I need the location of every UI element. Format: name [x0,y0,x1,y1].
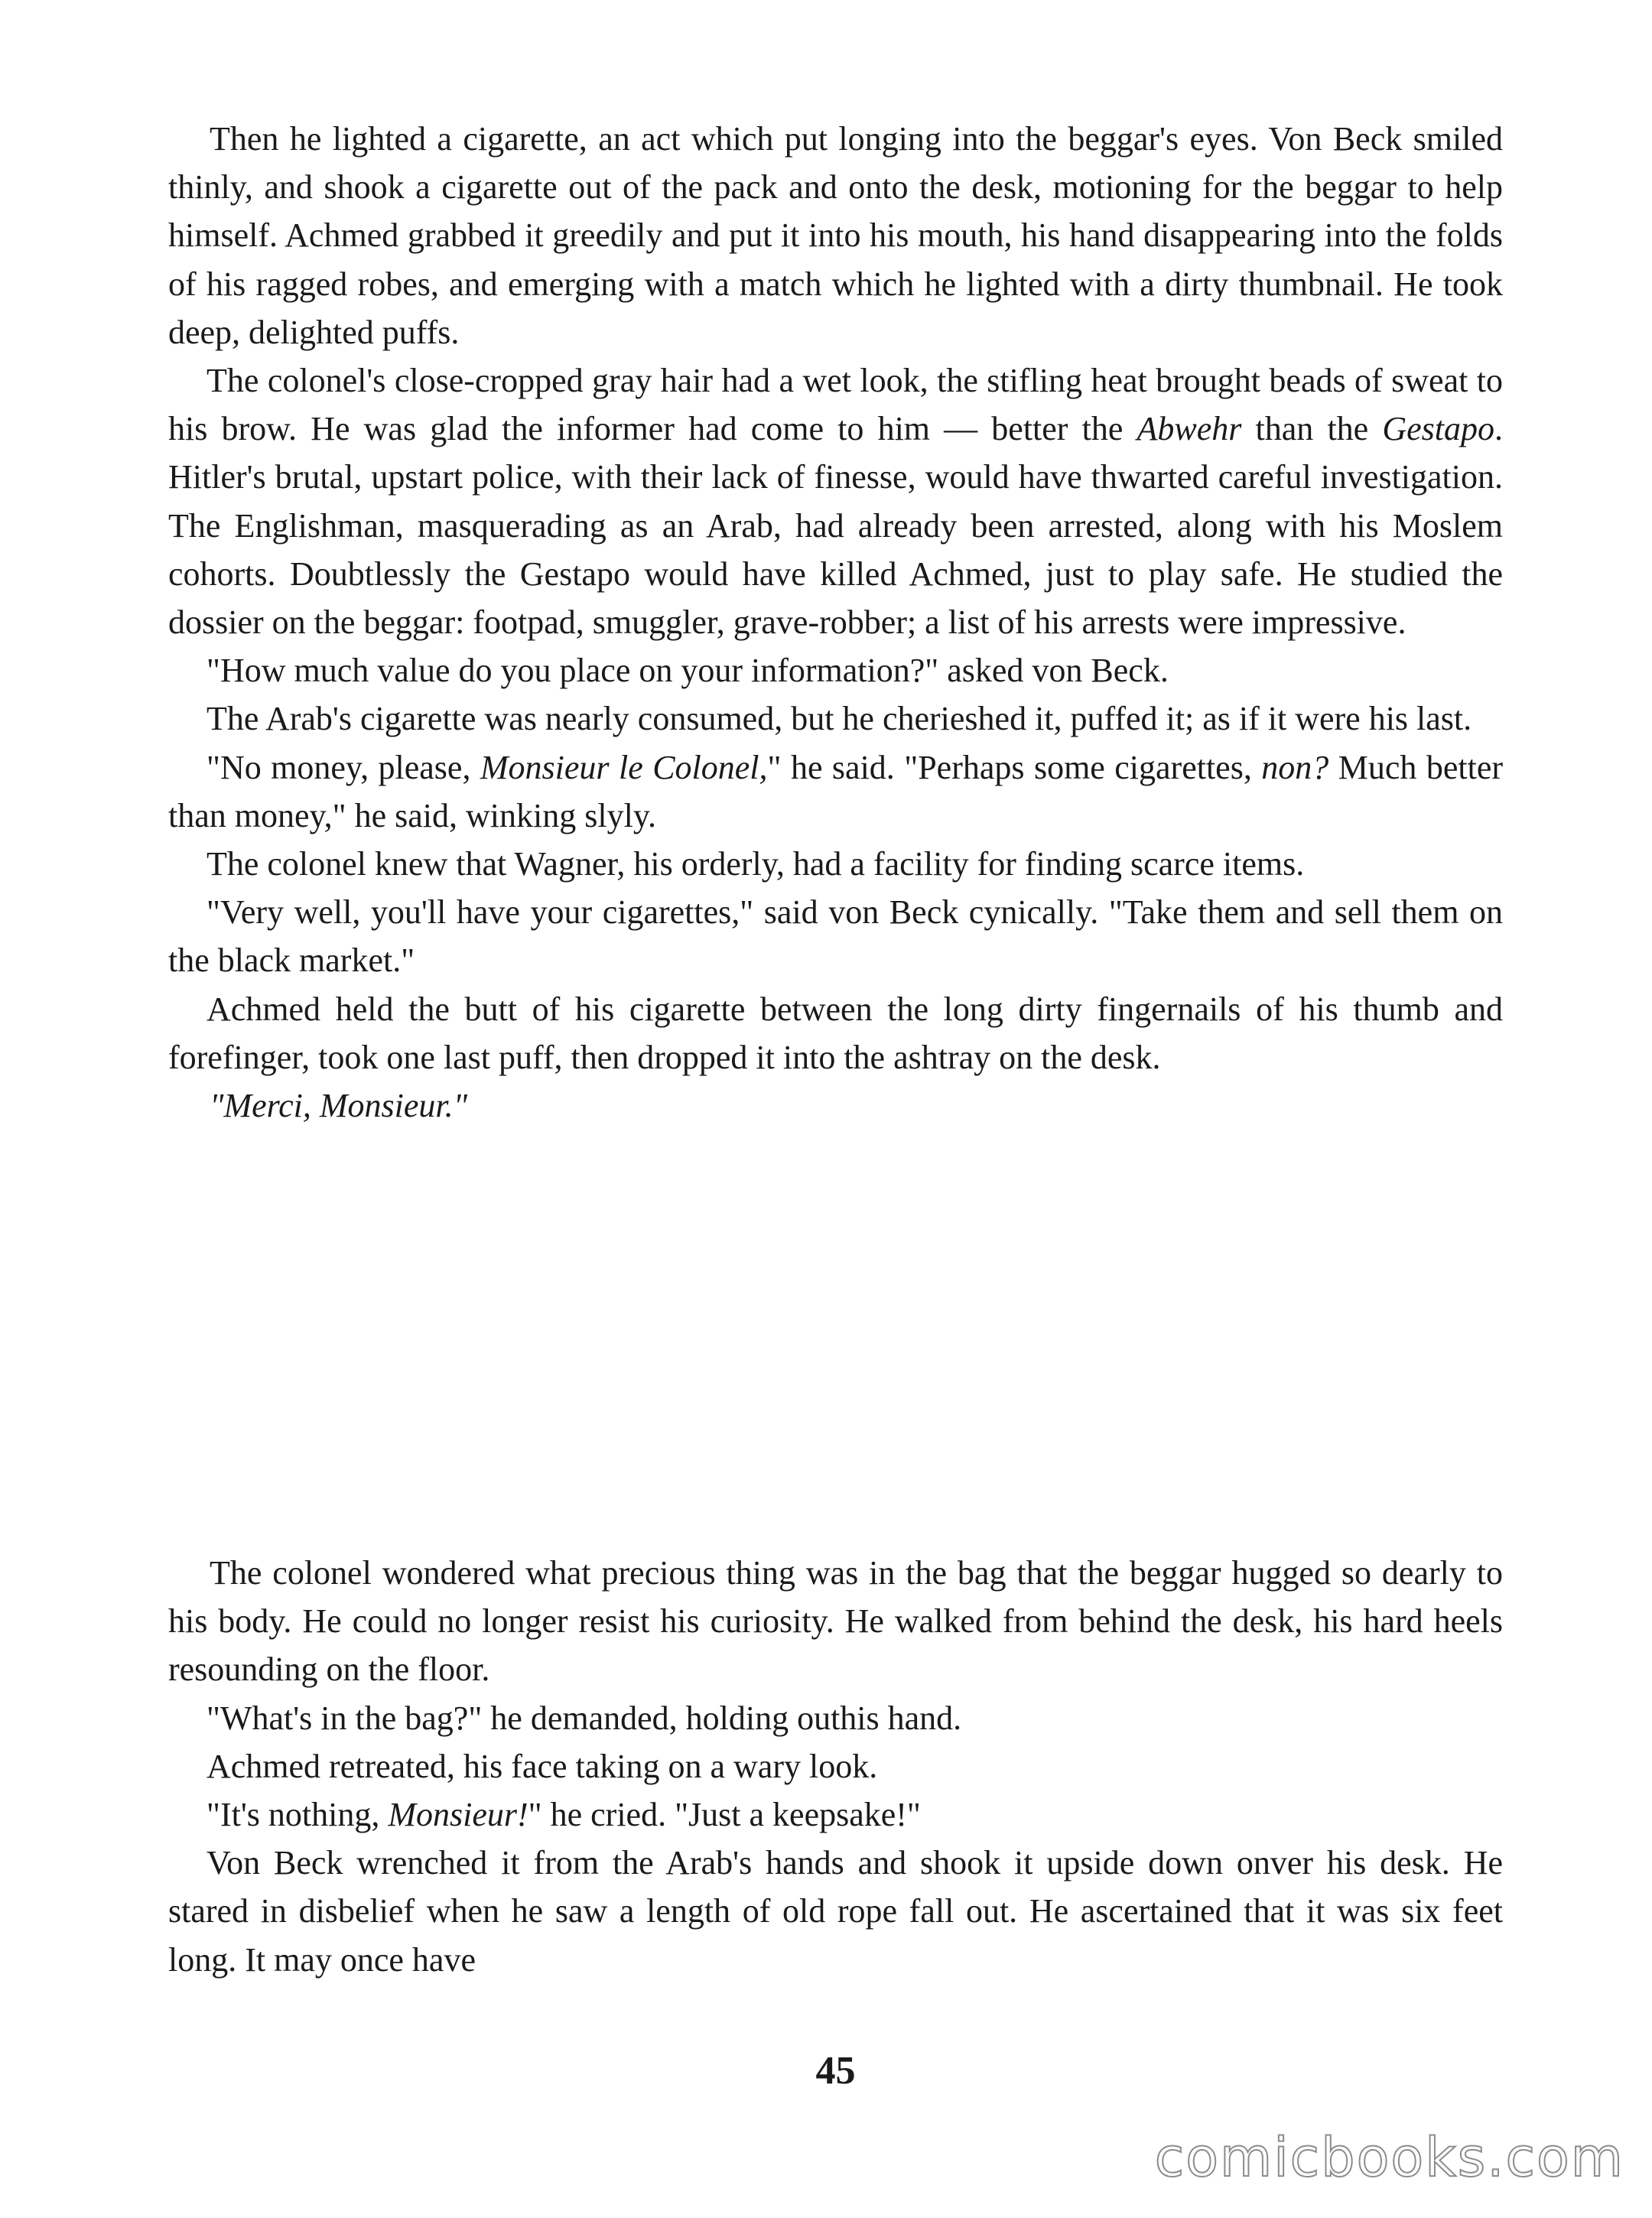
italic-term: non? [1261,748,1329,786]
watermark: comicbooks.com [1154,2126,1624,2189]
paragraph: "It's nothing, Monsieur!" he cried. "Just a keepsake!" [206,1796,921,1834]
paragraph: Achmed held the butt of his cigarette between the long dirty fingernails of his thumb and forefinger, took one last puff, then dropped it into the ashtray on the desk. [168,990,1503,1076]
text-block-top [168,115,1503,1130]
paragraph: "Very well, you'll have your cigarettes," said von Beck cynically. "Take them and sell them on the black market." [168,893,1503,980]
italic-term: Monsieur! [388,1796,528,1834]
book-page [168,115,1504,2093]
italic-term: Abwehr [1137,410,1242,448]
italic-term: Gestapo [1382,410,1495,448]
paragraph: "What's in the bag?" he demanded, holding outhis hand. [206,1699,962,1737]
italic-term: Monsieur le Colonel, [480,748,768,786]
text-block-bottom [168,1549,1503,1984]
paragraph: "No money, please, Monsieur le Colonel," he said. "Perhaps some cigarettes, non? Much better than money," he said, winking slyly. [168,748,1504,834]
paragraph: Achmed retreated, his face taking on a wary look. [206,1747,878,1785]
paragraph: "How much value do you place on your information?" asked von Beck. [206,652,1169,690]
paragraph: The Arab's cigarette was nearly consumed, but he cherieshed it, puffed it; as if it were his last. [206,700,1472,738]
paragraph: Von Beck wrenched it from the Arab's hands and shook it upside down onver his desk. He stared in disbelief when he saw a length of old rope fall out. He ascertained that it was six feet long. It may once have [168,1844,1503,1979]
page-number: 45 [815,2049,856,2093]
paragraph: Then he lighted a cigarette, an act which put longing into the beggar's eyes. Von Beck smiled thinly, and shook a cigarette out of the pack and onto the desk, motioning for the beggar to help himself. Achmed grabbed it greedily and put it into his mouth, his hand disappearing into the folds of his ragged robes, and emerging with a match which he lighted with a dirty thumbnail. He took deep, delighted puffs. [168,120,1503,351]
paragraph: The colonel's close-cropped gray hair had a wet look, the stifling heat brought beads of sweat to his brow. He was glad the informer had come to him — better the Abwehr than the Gestapo. Hitler's brutal, upstart police, with their lack of finesse, would have thwarted careful investigation. The Englishman, masquerading as an Arab, had already been arrested, along with his Moslem cohorts. Doubtlessly the Gestapo would have killed Achmed, just to play safe. He studied the dossier on the beggar: footpad, smuggler, grave-robber; a list of his arrests were impressive. [168,362,1504,642]
paragraph: "Merci, Monsieur." [210,1087,468,1125]
paragraph: The colonel wondered what precious thing was in the bag that the beggar hugged so dearly to his body. He could no longer resist his curiosity. He walked from behind the desk, his hard heels resounding on the floor. [168,1554,1503,1689]
paragraph: The colonel knew that Wagner, his orderly, had a facility for finding scarce items. [206,845,1305,883]
